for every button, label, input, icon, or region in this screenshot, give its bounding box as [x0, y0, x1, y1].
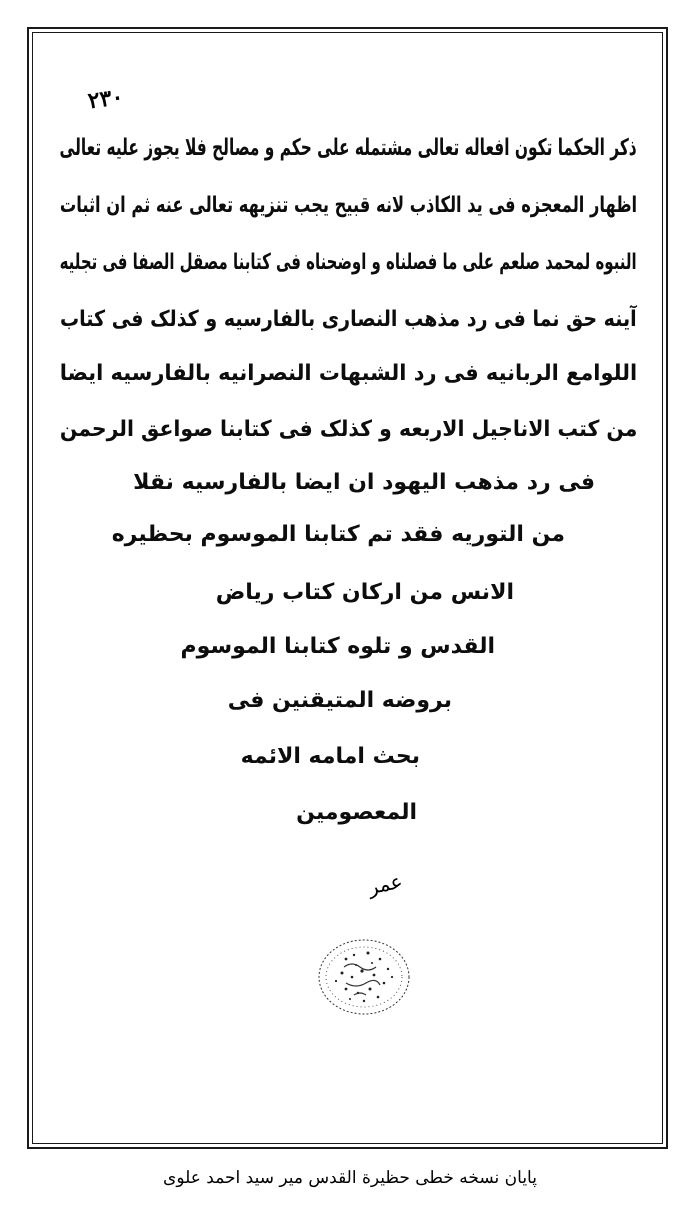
- manuscript-line: من کتب الاناجیل الاربعه و کذلک فی کتابنا صواعق الرحمن: [59, 417, 637, 442]
- manuscript-line: المعصومین: [296, 800, 417, 825]
- manuscript-line: بحث امامه الائمه: [240, 744, 420, 769]
- manuscript-line: القدس و تلوه کتابنا الموسوم: [180, 634, 495, 659]
- signature-mark: عمر: [365, 868, 405, 900]
- manuscript-line: اظهار المعجزه فی ید الکاذب لانه قبیح یجب تنزیهه تعالی عنه ثم ان اثبات: [59, 193, 637, 218]
- seal-stamp: [316, 937, 412, 1017]
- folio-number: ۲۳۰: [86, 83, 126, 115]
- manuscript-line: فی رد مذهب الیهود ان ایضا بالفارسیه نقلا: [133, 470, 595, 495]
- manuscript-line: آینه حق نما فی رد مذهب النصاری بالفارسیه و کذلک فی کتاب: [60, 307, 637, 332]
- manuscript-line: الانس من ارکان کتاب ریاض: [215, 580, 514, 605]
- manuscript-line: بروضه المتیقنین فی: [227, 688, 452, 713]
- page-caption: پایان نسخه خطی حظیرة القدس میر سید احمد علوی: [163, 1168, 537, 1188]
- manuscript-line: النبوه لمحمد صلعم علی ما فصلناه و اوضحناه فی کتابنا مصقل الصفا فی تجلیه: [59, 250, 637, 275]
- manuscript-line: اللوامع الربانیه فی رد الشبهات النصرانیه بالفارسیه ایضا: [59, 361, 637, 386]
- manuscript-line: ذکر الحکما تکون افعاله تعالی مشتمله علی حکم و مصالح فلا یجوز علیه تعالی: [59, 135, 637, 161]
- manuscript-line: من التوریه فقد تم کتابنا الموسوم بحظیره: [111, 522, 565, 547]
